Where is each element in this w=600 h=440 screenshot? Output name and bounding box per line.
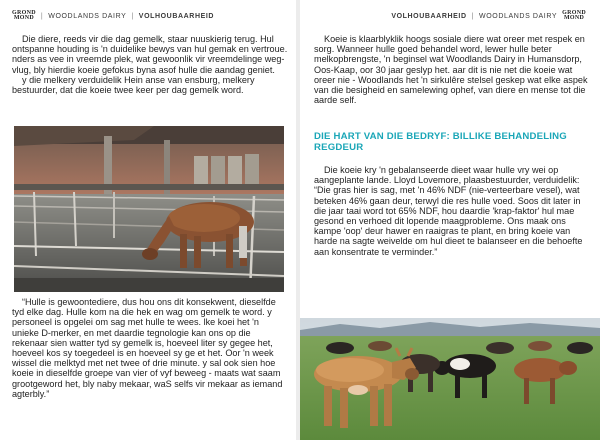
left-quote-text [12, 297, 288, 399]
paragraph: “Hulle is gewoontediere, dus hou ons dit konsekwent, dieselfde tyd elke dag. Hulle kom na die hek en wag om gemelk te word. y personeel is opgelei om sag met hulle te wees. lke koei het 'n unieke D-merker, en met daardie tegnologie kan ons op die rekenaar sien watter tyd sy gemelk is, hoeveel liter sy gegee het, hoeveel kos sy toegedeel is en hoeveel sy ge et het. Oor 'n week wissel die melktyd met net twee of drie minute. y sal ook sien hoe koeie in dieselfde groepe van vier of vyf beweeg - maats wat saam grootgeword het, bly naby mekaar, waS selfs vir mekaar as iemand agterbly.” [12, 297, 283, 399]
left-page [0, 0, 296, 440]
left-page-header [12, 8, 214, 24]
paragraph: Koeie is klaarblyklik hoogs sosiale diere wat oreer met respek en sorg. Wanneer hulle goed behandel word, lewer hulle beter melkopbrengste, 'n beginsel wat Woodlands Dairy in Humansdorp, Oos-Kaap, oor 30 jaar geslyp het. aar dit is nie net die koeie wat oreer nie - Woodlands het 'n sirkulêre stelsel geskep wat elke aspek van die besigheid en samelewing ophef, van diere en mense tot die aarde self. [314, 34, 588, 106]
grond-mond-logo: GROND MOND [562, 9, 586, 21]
right-page [300, 0, 596, 440]
milking-shed-illustration [14, 126, 284, 292]
right-intro-text [314, 34, 590, 105]
cows-in-field-illustration [300, 318, 600, 440]
cows-in-field-photo [300, 318, 600, 440]
grond-mond-logo: GROND MOND [12, 9, 36, 21]
header-topic: VOLHOUBAARHEID [138, 12, 215, 20]
header-topic: VOLHOUBAARHEID [391, 12, 467, 20]
header-section: WOODLANDS DAIRY [479, 12, 558, 20]
section-subheading: DIE HART VAN DIE BEDRYF: BILLIKE BEHANDELING REGDEUR [314, 131, 567, 153]
paragraph: y die melkery verduidelik Hein anse van ensburg, melkery bestuurder, dat die koeie twee keer per dag gemelk word. [12, 74, 255, 96]
header-separator: | [131, 12, 134, 20]
paragraph: Die diere, reeds vir die dag gemelk, staar nuuskierig terug. Hul ontspanne houding is 'n duidelike bewys van hul gemak en vertroue. nders as vee in vreemde plek, wat gewoonlik vir vreemdelinge weg-vlug, bly hierdie koeie gefokus byna asof hulle die aandag geniet. [12, 34, 288, 75]
milking-shed-cow-photo [14, 126, 284, 292]
header-separator: | [40, 12, 44, 20]
paragraph: Die koeie kry 'n gebalanseerde dieet waar hulle vry wei op aangeplante lande. Lloyd Lovemore, plaasbestuurder, verduidelik: “Die gras hier is sag, met 'n 46% NDF (nie-verteerbare vesel), wat beteken 46% gaan deur, terwyl die res hulle voed. Soos dit later in die jaar taai word tot 65% NDF, hou daardie 'krap-faktor' hul mae gesond en verhoed dit lopende maagprobleme. Ons maak ons kampe 'oop' deur hawer en raaigras te plant, en bring koeie van harde na sagte weivelde om hul dieet te balanseer en die behoefte aan konsentrate te verminder.” [314, 165, 583, 257]
left-intro-text [12, 34, 288, 95]
header-separator: | [471, 12, 475, 20]
right-feeding-text [314, 165, 590, 257]
header-section: WOODLANDS DAIRY [48, 12, 127, 20]
right-page-header [391, 8, 586, 24]
